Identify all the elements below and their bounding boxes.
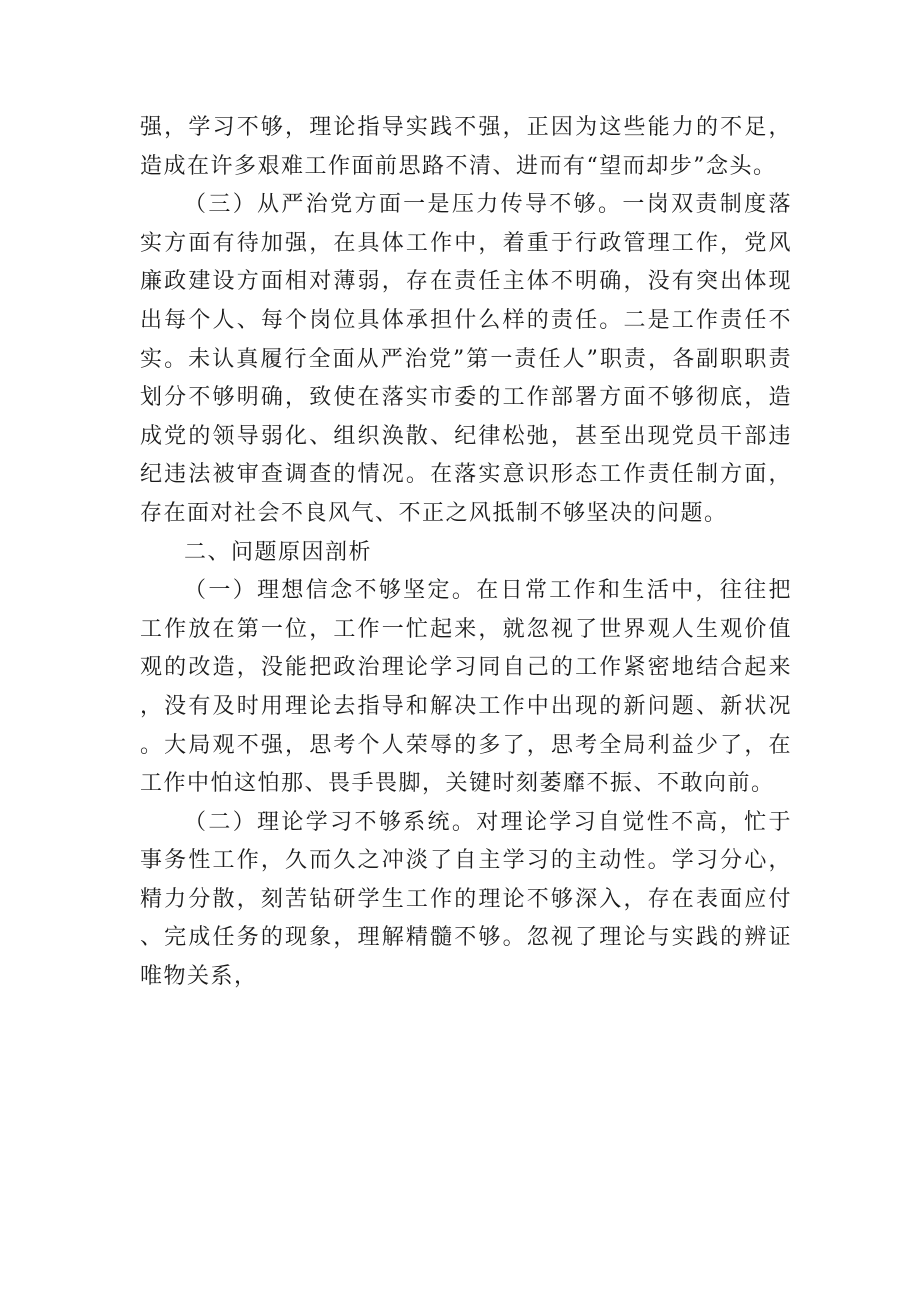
document-body bbox=[140, 109, 792, 997]
paragraph-strict-party-governance: （三）从严治党方面一是压力传导不够。一岗双责制度落实方面有待加强，在具体工作中，着重于行政管理工作，党风廉政建设方面相对薄弱，存在责任主体不明确，没有突出体现出每个人、每个岗位具体承担什么样的责任。二是工作责任不实。未认真履行全面从严治党”第一责任人”职责，各副职职责划分不够明确，致使在落实市委的工作部署方面不够彻底，造成党的领导弱化、组织涣散、纪律松弛，甚至出现党员干部违纪违法被审查调查的情况。在落实意识形态工作责任制方面，存在面对社会不良风气、不正之风抵制不够坚决的问题。 bbox=[140, 192, 792, 526]
paragraph-continuation: 强，学习不够，理论指导实践不强，正因为这些能力的不足，造成在许多艰难工作面前思路不清、进而有“望而却步”念头。 bbox=[140, 115, 792, 179]
section-heading-problem-cause-analysis: 二、问题原因剖析 bbox=[184, 539, 373, 565]
paragraph-ideals-and-beliefs: （一）理想信念不够坚定。在日常工作和生活中，往往把工作放在第一位，工作一忙起来，就忽视了世界观人生观价值观的改造，没能把政治理论学习同自己的工作紧密地结合起来，没有及时用理论去指导和解决工作中出现的新问题、新状况。大局观不强，思考个人荣辱的多了，思考全局利益少了，在工作中怕这怕那、畏手畏脚，关键时刻萎靡不振、不敢向前。 bbox=[140, 578, 792, 797]
paragraph-theory-study: （二）理论学习不够系统。对理论学习自觉性不高，忙于事务性工作，久而久之冲淡了自主学习的主动性。学习分心，精力分散，刻苦钻研学生工作的理论不够深入，存在表面应付、完成任务的现象，理解精髓不够。忽视了理论与实践的辨证唯物关系， bbox=[140, 809, 792, 990]
